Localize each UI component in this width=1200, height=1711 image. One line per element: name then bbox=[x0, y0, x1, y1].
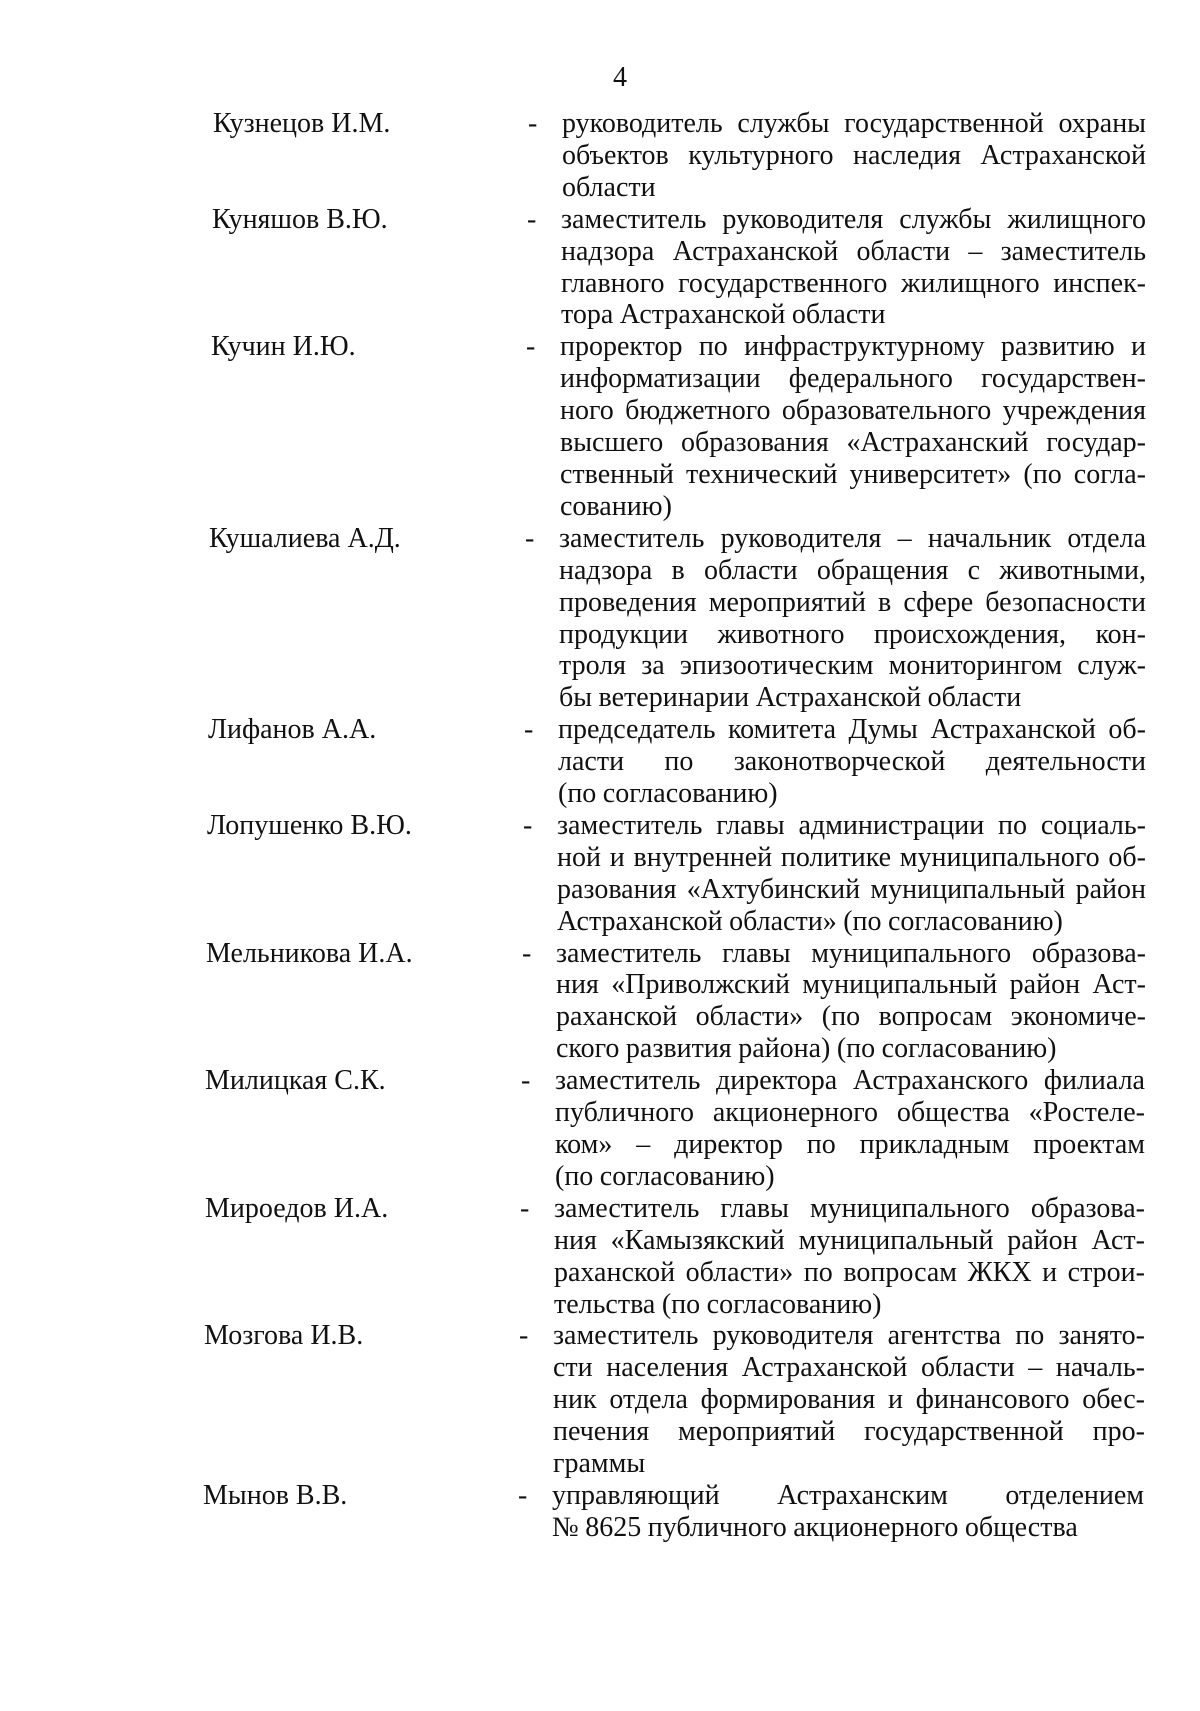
description-line: заместитель главы администрации по социаль- bbox=[557, 809, 1146, 841]
description-line: № 8625 публичного акционерного общества bbox=[552, 1511, 1078, 1543]
description-line: высшего образования «Астраханский государ- bbox=[560, 427, 1146, 459]
dash-separator: - bbox=[528, 108, 538, 139]
description-line: ного бюджетного образовательного учреждения bbox=[560, 395, 1146, 427]
description-line: ник отдела формирования и финансового обес- bbox=[553, 1384, 1145, 1416]
description-line: публичного акционерного общества «Ростеле- bbox=[555, 1097, 1145, 1129]
dash-separator: - bbox=[525, 522, 535, 554]
description-line: печения мероприятий государственной про- bbox=[553, 1416, 1145, 1448]
description-line: граммы bbox=[553, 1448, 646, 1480]
person-name: Мельникова И.А. bbox=[206, 937, 413, 969]
position-description bbox=[555, 1065, 1145, 1193]
description-line: ского развития района) (по согласованию) bbox=[556, 1033, 1057, 1065]
person-name: Мынов В.В. bbox=[203, 1479, 348, 1511]
dash-separator: - bbox=[523, 809, 533, 841]
description-line: сти населения Астраханской области – началь- bbox=[553, 1352, 1145, 1384]
list-item bbox=[0, 523, 1200, 714]
dash-separator: - bbox=[522, 937, 532, 969]
position-description bbox=[562, 108, 1146, 204]
dash-separator: - bbox=[524, 714, 534, 746]
position-description bbox=[556, 938, 1146, 1066]
description-line: сованию) bbox=[560, 490, 672, 522]
description-line: ласти по законотворческой деятельности bbox=[558, 746, 1146, 778]
dash-separator: - bbox=[521, 1065, 531, 1097]
description-line: ной и внутренней политике муниципального об- bbox=[557, 841, 1146, 873]
description-line: заместитель руководителя агентства по занято- bbox=[553, 1320, 1145, 1352]
list-item bbox=[0, 1065, 1200, 1193]
description-line: (по согласованию) bbox=[555, 1160, 775, 1192]
description-line: заместитель директора Астраханского филиала bbox=[555, 1065, 1145, 1097]
description-line: проректор по инфраструктурному развитию и bbox=[560, 331, 1146, 363]
list-item bbox=[0, 1320, 1200, 1480]
position-description bbox=[553, 1320, 1145, 1480]
list-item bbox=[0, 714, 1200, 810]
person-name: Кушалиева А.Д. bbox=[209, 522, 401, 554]
position-description bbox=[552, 1480, 1144, 1544]
dash-separator: - bbox=[518, 1479, 528, 1511]
person-name: Мироедов И.А. bbox=[205, 1192, 389, 1224]
dash-separator: - bbox=[520, 1192, 530, 1224]
description-line: троля за эпизоотическим мониторингом служ- bbox=[559, 650, 1146, 682]
description-line: ственный технический университет» (по согла- bbox=[560, 458, 1146, 490]
person-name: Лифанов А.А. bbox=[208, 714, 377, 746]
page-number: 4 bbox=[613, 62, 627, 93]
person-name: Милицкая С.К. bbox=[205, 1065, 386, 1097]
member-list bbox=[0, 108, 1200, 1544]
description-line: раханской области» по вопросам ЖКХ и строи- bbox=[554, 1256, 1145, 1288]
description-line: разования «Ахтубинский муниципальный район bbox=[557, 873, 1146, 905]
list-item bbox=[0, 204, 1200, 332]
list-item bbox=[0, 108, 1200, 204]
position-description bbox=[560, 331, 1146, 522]
person-name: Куняшов В.Ю. bbox=[212, 203, 388, 235]
description-line: проведения мероприятий в сфере безопасности bbox=[559, 586, 1146, 618]
description-line: заместитель руководителя службы жилищного bbox=[561, 203, 1146, 235]
description-line: ком» – директор по прикладным проектам bbox=[555, 1129, 1145, 1160]
position-description bbox=[554, 1193, 1145, 1321]
list-item bbox=[0, 1480, 1200, 1544]
description-line: председатель комитета Думы Астраханской об- bbox=[558, 714, 1146, 746]
dash-separator: - bbox=[519, 1320, 529, 1352]
dash-separator: - bbox=[527, 203, 537, 235]
list-item bbox=[0, 938, 1200, 1066]
description-line: раханской области» (по вопросам экономиче- bbox=[556, 1001, 1146, 1033]
person-name: Мозгова И.В. bbox=[204, 1320, 364, 1352]
person-name: Кучин И.Ю. bbox=[211, 331, 356, 363]
description-line: информатизации федерального государствен- bbox=[560, 363, 1146, 395]
person-name: Кузнецов И.М. bbox=[213, 108, 391, 139]
description-line: (по согласованию) bbox=[558, 778, 778, 810]
list-item bbox=[0, 810, 1200, 938]
description-line: объектов культурного наследия Астраханской bbox=[562, 139, 1146, 171]
description-line: Астраханской области» (по согласованию) bbox=[557, 905, 1063, 937]
description-line: тельства (по согласованию) bbox=[554, 1288, 882, 1320]
description-line: ния «Приволжский муниципальный район Аст- bbox=[556, 969, 1146, 1001]
description-line: бы ветеринарии Астраханской области bbox=[559, 682, 1022, 714]
description-line: заместитель руководителя – начальник отдела bbox=[559, 522, 1146, 554]
description-line: ния «Камызякский муниципальный район Аст- bbox=[554, 1224, 1145, 1256]
position-description bbox=[561, 204, 1146, 332]
description-line: тора Астраханской области bbox=[561, 299, 886, 331]
description-line: надзора в области обращения с животными, bbox=[559, 554, 1146, 586]
description-line: руководитель службы государственной охраны bbox=[562, 108, 1146, 139]
description-line: надзора Астраханской области – заместитель bbox=[561, 235, 1146, 267]
position-description bbox=[559, 523, 1146, 714]
dash-separator: - bbox=[526, 331, 536, 363]
description-line: заместитель главы муниципального образова- bbox=[554, 1192, 1145, 1224]
description-line: заместитель главы муниципального образова- bbox=[556, 937, 1146, 969]
description-line: продукции животного происхождения, кон- bbox=[559, 618, 1146, 650]
list-item bbox=[0, 1193, 1200, 1321]
description-line: управляющий Астраханским отделением bbox=[552, 1479, 1144, 1511]
position-description bbox=[558, 714, 1146, 810]
position-description bbox=[557, 810, 1146, 938]
description-line: области bbox=[562, 171, 656, 203]
list-item bbox=[0, 331, 1200, 522]
person-name: Лопушенко В.Ю. bbox=[207, 809, 412, 841]
description-line: главного государственного жилищного инспек- bbox=[561, 267, 1146, 299]
